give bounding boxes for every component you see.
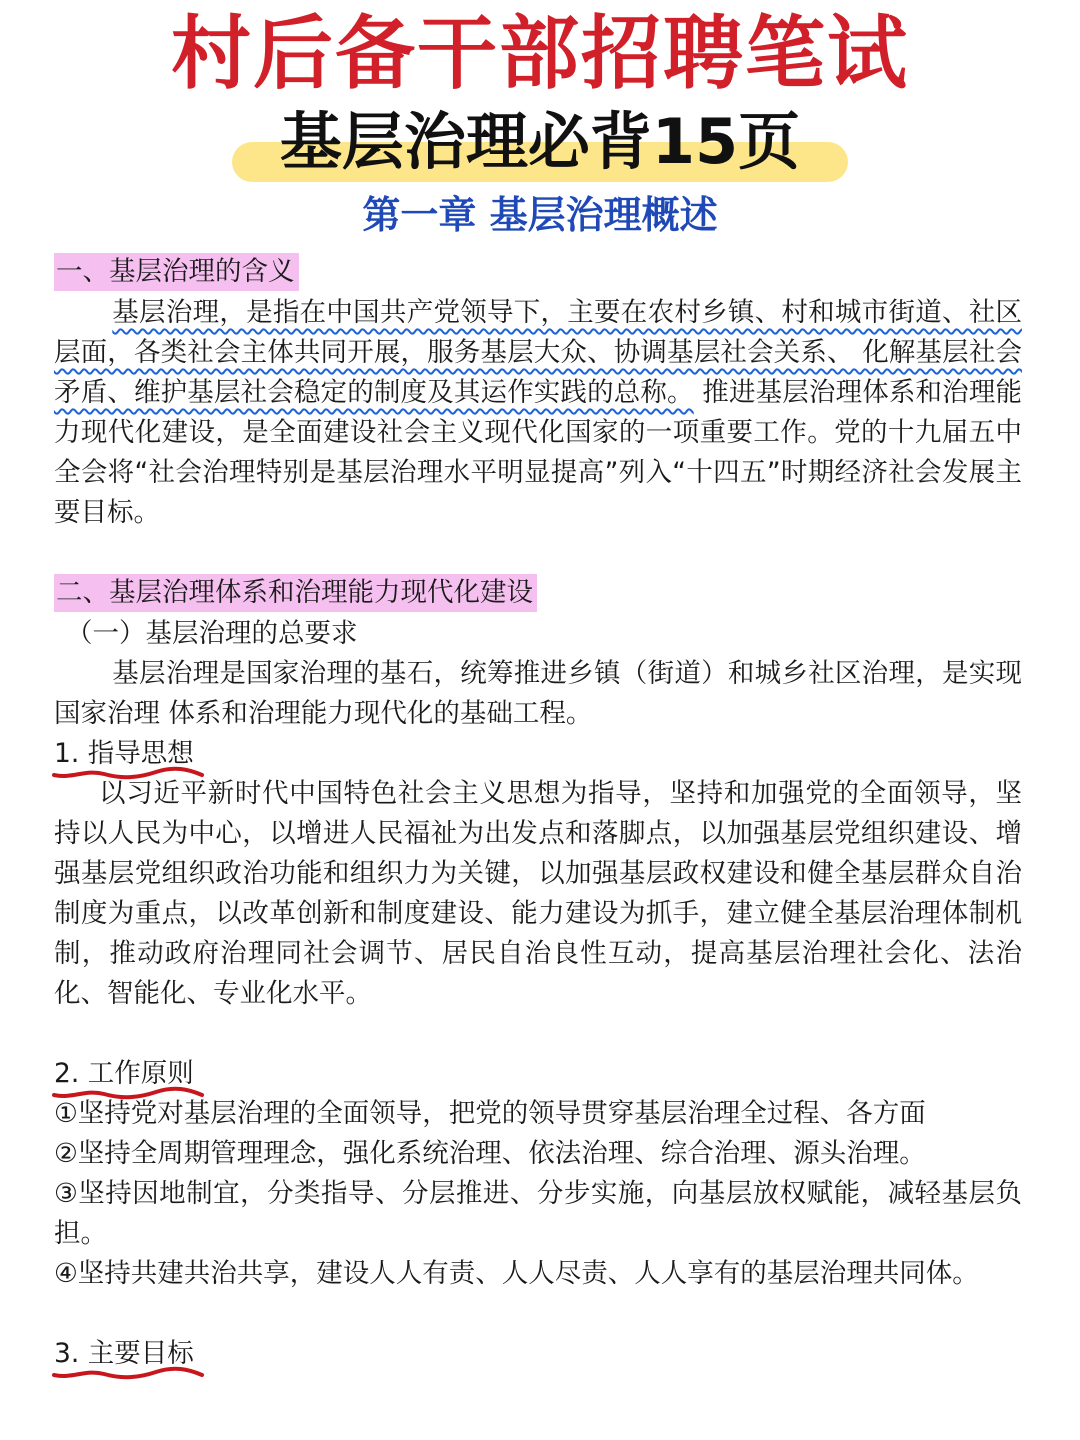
article-body xyxy=(54,252,1022,1374)
work-principles-heading xyxy=(54,1054,194,1094)
underlined-definition: 基层治理，是指在中国共产党领导下，主要在农村乡镇、村和城市街道、社区层面，各类社会主体共同开展，服务基层大众、协调基层社会关系、 化解基层社会矛盾、维护基层社会稳定的制度及其运作实践的总称。 xyxy=(54,297,1022,408)
work-principles-heading-text: 2. 工作原则 xyxy=(54,1058,194,1089)
page-title: 村后备干部招聘笔试 xyxy=(171,7,909,100)
general-requirements-paragraph: 基层治理是国家治理的基石，统筹推进乡镇（街道）和城乡社区治理，是实现国家治理 体系和治理能力现代化的基础工程。 xyxy=(54,658,1022,729)
spacer xyxy=(54,1014,1022,1054)
guiding-ideology-heading xyxy=(54,734,194,774)
section-heading-meaning: 一、基层治理的含义 xyxy=(54,253,299,291)
guiding-ideology-paragraph: 以习近平新时代中国特色社会主义思想为指导，坚持和加强党的全面领导，坚持以人民为中心，以增进人民福祉为出发点和落脚点，以加强基层党组织建设、增强基层党组织政治功能和组织力为关键，以加强基层政权建设和健全基层群众自治制度为重点，以改革创新和制度建设、能力建设为抓手，建立健全基层治理体制机制，推动政府治理同社会调节、居民自治良性互动，提高基层治理社会化、法治化、智能化、专业化水平。 xyxy=(54,778,1022,1009)
subsection-heading-general-requirements: （一）基层治理的总要求 xyxy=(66,618,358,649)
page-subtitle: 基层治理必背15页 xyxy=(279,105,801,178)
subtitle-block xyxy=(0,102,1080,190)
principle-item: ③坚持因地制宜，分类指导、分层推进、分步实施，向基层放权赋能，减轻基层负担。 xyxy=(54,1178,1022,1249)
section-heading-modernization: 二、基层治理体系和治理能力现代化建设 xyxy=(54,574,537,612)
principle-item: ②坚持全周期管理理念，强化系统治理、依法治理、综合治理、源头治理。 xyxy=(54,1138,926,1169)
principle-item: ④坚持共建共治共享，建设人人有责、人人尽责、人人享有的基层治理共同体。 xyxy=(54,1258,979,1289)
chapter-title: 第一章 基层治理概述 xyxy=(362,193,718,237)
spacer xyxy=(54,533,1022,573)
meaning-paragraph-rest: 推进基层治理体系和治理能力现代化建设，是全面建设社会主义现代化国家的一项重要工作。党的十九届五中全会将“社会治理特别是基层治理水平明显提高”列入“十四五”时期经济社会发展主要目标。 xyxy=(54,377,1022,528)
principle-item: ①坚持党对基层治理的全面领导，把党的领导贯穿基层治理全过程、各方面 xyxy=(54,1098,926,1129)
spacer xyxy=(54,1294,1022,1334)
guiding-ideology-heading-text: 1. 指导思想 xyxy=(54,738,194,769)
main-goals-heading xyxy=(54,1334,194,1374)
main-goals-heading-text: 3. 主要目标 xyxy=(54,1338,194,1369)
meaning-paragraph xyxy=(54,293,1022,533)
